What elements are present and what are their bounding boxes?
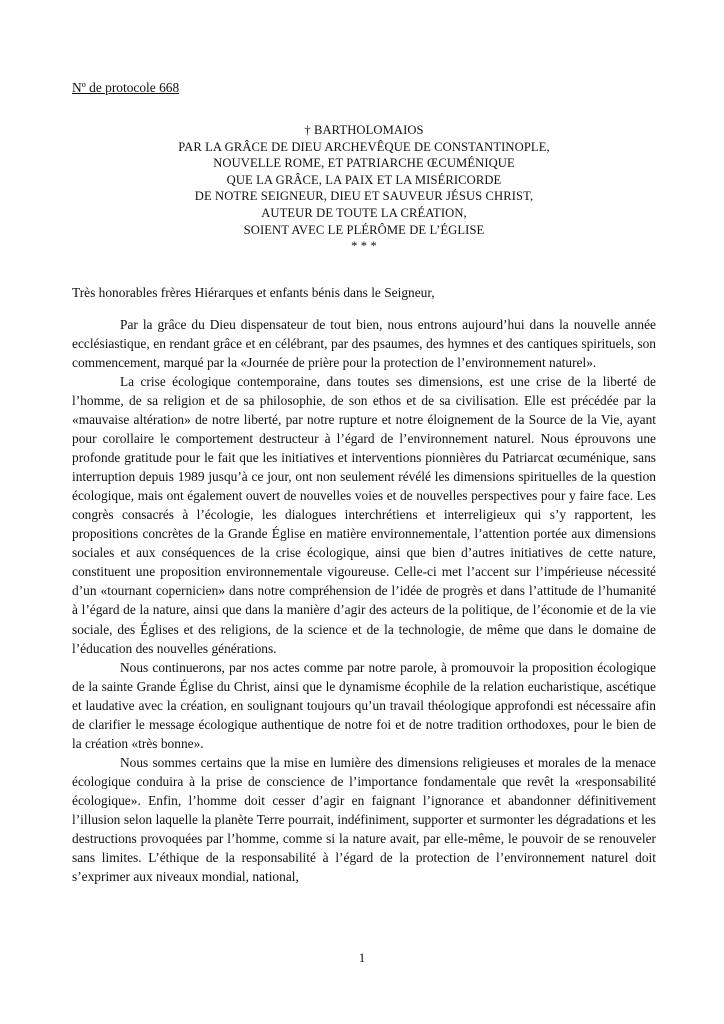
header-line-blessing-3: AUTEUR DE TOUTE LA CRÉATION, bbox=[261, 205, 467, 220]
header-line-blessing-4: SOIENT AVEC LE PLÉRÔME DE L’ÉGLISE bbox=[243, 222, 485, 237]
header-line-blessing-1: QUE LA GRÂCE, LA PAIX ET LA MISÉRICORDE bbox=[226, 172, 502, 187]
header-line-blessing-2: DE NOTRE SEIGNEUR, DIEU ET SAUVEUR JÉSUS CHRIST, bbox=[194, 189, 534, 204]
header-line-title-1: PAR LA GRÂCE DE DIEU ARCHEVÊQUE DE CONSTANTINOPLE, bbox=[178, 139, 550, 154]
letter-body bbox=[72, 315, 656, 886]
paragraph: Par la grâce du Dieu dispensateur de tout bien, nous entrons aujourd’hui dans la nouvelle année ecclésiastique, en rendant grâce et en célébrant, par des psaumes, des hymnes et des cantiques spirituels, son commencement, marqué par la «Journée de prière pour la protection de l’environnement naturel». bbox=[72, 316, 656, 370]
paragraph: Nous sommes certains que la mise en lumière des dimensions religieuses et morales de la menace écologique conduira à la prise de conscience de l’importance fondamentale que revêt la «responsabilité écologique». Enfin, l’homme doit cesser d’agir en faignant l’ignorance et abandonner définitivement l’illusion selon laquelle la planète Terre pourrait, indéfiniment, supporter et surmonter les dégradations et les destructions provoquées par l’homme, comme si la nature avait, par elle-même, le pouvoir de se renouveler sans limites. L’éthique de la responsabilité à l’égard de la protection de l’environnement naturel doit s’exprimer aux niveaux mondial, national, bbox=[72, 754, 656, 885]
paragraph: Nous continuerons, par nos actes comme par notre parole, à promouvoir la proposition écologique de la sainte Grande Église du Christ, ainsi que le dynamisme écophile de la relation eucharistique, ascétique et laudative avec la création, en soulignant toujours qu’un travail théologique approfondi est nécessaire afin de clarifier le message écologique authentique de notre foi et de notre tradition orthodoxes, pour le bien de la création «très bonne». bbox=[72, 659, 656, 751]
letter-header bbox=[72, 122, 656, 255]
header-separator: * * * bbox=[351, 239, 377, 254]
header-line-signatory: † BARTHOLOMAIOS bbox=[304, 123, 424, 137]
greeting: Très honorables frères Hiérarques et enfants bénis dans le Seigneur, bbox=[72, 284, 435, 300]
page-number: 1 bbox=[358, 950, 366, 965]
paragraph: La crise écologique contemporaine, dans toutes ses dimensions, est une crise de la liberté de l’homme, de sa religion et de sa philosophie, de son ethos et de sa civilisation. Elle est précédée par la «mauvaise altération» de notre liberté, par notre rupture et notre éloignement de la Source de la Vie, ayant pour corollaire le comportement destructeur à l’égard de l’environnement naturel. Nous éprouvons une profonde gratitude pour le fait que les initiatives et interventions pionnières du Patriarcat œcuménique, sans interruption depuis 1989 jusqu’à ce jour, ont non seulement révélé les dimensions spirituelles de la question écologique, mais ont également ouvert de nouvelles voies et de nouvelles perspectives pour y faire face. Les congrès consacrés à l’écologie, les dialogues interchrétiens et interreligieux qui s’y rapportent, les propositions concrètes de la Grande Église en matière environnementale, l’attention portée aux dimensions sociales et aux conséquences de la crise écologique, ainsi que bien d’autres initiatives de cette nature, constituent une proposition environnementale vigoureuse. Celle-ci met l’accent sur l’impérieuse nécessité d’un «tournant copernicien» dans notre compréhension de l’idée de progrès et dans l’attitude de l’humanité à l’égard de la nature, ainsi que dans la manière d’agir des acteurs de la politique, de l’économie et de la vie sociale, des Églises et des religions, de la science et de la technologie, de même que dans le domaine de l’éducation des nouvelles générations. bbox=[72, 373, 656, 656]
header-line-title-2: NOUVELLE ROME, ET PATRIARCHE ŒCUMÉNIQUE bbox=[213, 156, 515, 171]
protocol-number: Nº de protocole 668 bbox=[72, 80, 180, 95]
